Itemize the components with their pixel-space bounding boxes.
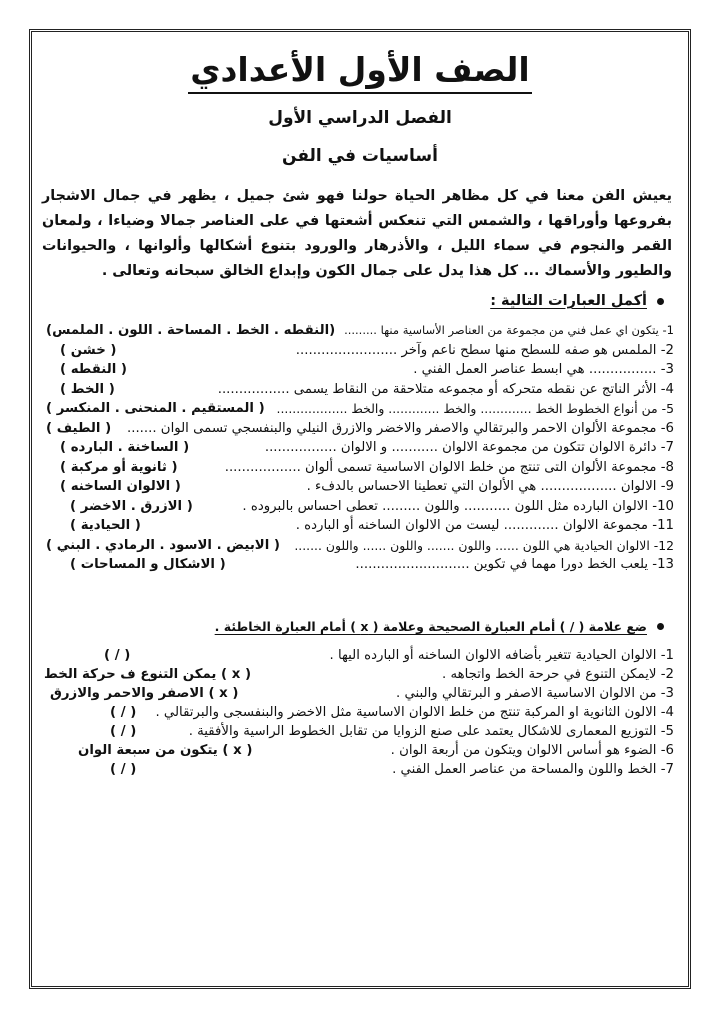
- worksheet-page: [36, 36, 684, 982]
- question-text: 3- ................ هي ابسط عناصر العمل الفني .: [413, 362, 674, 377]
- question-text: 4- الأثر الناتج عن نقطه متحركه أو مجموعه متلاحقة من النقاط يسمى .................: [217, 381, 674, 397]
- list-item: [40, 684, 674, 703]
- grade-title: [36, 50, 684, 94]
- intro-paragraph: يعيش الفن معنا في كل مظاهر الحياة حولنا فهو شئ جميل ، يظهر في جمال الاشجار بفروعها وأوراقها ، والشمس التي تنعكس أشعتها في على العناصر جمالا وضياءا ، ولمعان القمر والنجوم في سماء الليل ، والأذرهار والورود بتنوع أشكالها وألوانها ، والحيوانات والطيور والأسماك ... كل هذا يدل على جمال الكون وإبداع الخالق سبحانه وتعالى .: [42, 188, 672, 279]
- list-item: [40, 458, 674, 478]
- section-heading-text: ضع علامة ( / ) أمام العبارة الصحيحة وعلامة ( x ) أمام العبارة الخاطئة .: [214, 619, 647, 634]
- statement-text: 4- الالون الثانوية او المركبة تنتج من خلط الالوان الاساسية مثل الاخضر والبنفسجى والبرتقالي .: [155, 705, 674, 720]
- truefalse-list: [40, 646, 674, 779]
- list-item: [40, 497, 674, 517]
- answer-text: ( الازرق . الاخضر ): [70, 498, 193, 514]
- answer-text: (النقطه . الخط . المساحة . اللون . الملمس): [46, 323, 336, 338]
- question-text: 8- مجموعة الألوان التى تنتج من خلط الالوان الاساسية تسمى ألوان ..................: [224, 459, 674, 475]
- list-item: [40, 555, 674, 575]
- section-heading-text: أكمل العبارات التالية :: [490, 293, 647, 309]
- list-item: [40, 438, 674, 458]
- list-item: [40, 419, 674, 439]
- list-item: [40, 665, 674, 684]
- question-text: 10- الالوان البارده مثل اللون ........... واللون ......... تعطى احساس بالبروده .: [242, 498, 674, 514]
- list-item: [40, 741, 674, 760]
- list-item: [40, 321, 674, 341]
- section-complete-heading: [490, 293, 664, 309]
- answer-mark: ( / ): [104, 648, 131, 663]
- list-item: [40, 399, 674, 419]
- answer-text: ( الحيادية ): [70, 518, 141, 533]
- question-text: 1- يتكون اي عمل فني من مجموعة من العناصر الأساسية منها .........: [344, 323, 674, 337]
- statement-text: 2- لايمكن التنوع في حرحة الخط واتجاهه .: [442, 667, 674, 682]
- answer-mark: ( x ) الاصفر والاحمر والازرق: [50, 686, 239, 701]
- statement-text: 6- الضوء هو أساس الالوان ويتكون من أربعة الوان .: [390, 743, 674, 758]
- question-text: 11- مجموعة الالوان ............. ليست من الالوان الساخنه أو البارده .: [295, 518, 674, 533]
- answer-mark: ( x ) يتكون من سبعة الوان: [78, 743, 253, 758]
- answer-text: ( المستقيم . المنحنى . المنكسر ): [46, 401, 265, 416]
- list-item: [40, 646, 674, 665]
- question-text: 5- من أنواع الخطوط الخط ............. والخط ............. والخط ..................: [276, 401, 674, 416]
- lesson-title: أساسيات في الفن: [282, 146, 438, 166]
- answer-text: ( الخط ): [60, 381, 115, 397]
- answer-text: ( خشن ): [60, 342, 117, 358]
- grade-title-text: الصف الأول الأعدادي: [188, 50, 532, 94]
- question-text: 9- الالوان .................. هي الألوان التي تعطينا الاحساس بالدفء .: [306, 479, 674, 494]
- statement-text: 3- من الالوان الاساسية الاصفر و البرتقالي والبني .: [396, 686, 674, 701]
- answer-mark: ( / ): [110, 724, 137, 739]
- term-subtitle: الفصل الدراسي الأول: [268, 108, 452, 128]
- list-item: [40, 341, 674, 361]
- answer-mark: ( / ): [110, 705, 137, 720]
- question-text: 2- الملمس هو صفه للسطح منها سطح ناعم وآخر ........................: [295, 342, 674, 358]
- list-item: [40, 760, 674, 779]
- list-item: [40, 380, 674, 400]
- answer-text: ( ثانوية أو مركبة ): [60, 459, 178, 475]
- question-text: 12- الالوان الحيادية هي اللون ...... واللون ....... واللون ...... واللون .......: [294, 537, 674, 553]
- statement-text: 1- الالوان الحيادية تتغير بأضافه الالوان الساخنه أو البارده اليها .: [329, 648, 674, 663]
- list-item: [40, 360, 674, 380]
- section-truefalse-heading: [215, 619, 664, 634]
- answer-text: ( الساخنة . البارده ): [60, 440, 190, 455]
- answer-text: ( الاشكال و المساحات ): [70, 557, 226, 572]
- answer-mark: ( / ): [110, 762, 137, 777]
- answer-text: ( النقطه ): [60, 362, 127, 377]
- complete-list: [40, 321, 674, 575]
- bullet-icon: [657, 298, 664, 305]
- question-text: 6- مجموعة الألوان الاحمر والبرتقالي والاصفر والاخضر والازرق النيلي والبنفسجي تسمى الوان .......: [126, 420, 674, 436]
- list-item: [40, 516, 674, 536]
- list-item: [40, 477, 674, 497]
- answer-text: ( الالوان الساخنه ): [60, 479, 181, 494]
- list-item: [40, 703, 674, 722]
- list-item: [40, 722, 674, 741]
- statement-text: 7- الخط واللون والمساحة من عناصر العمل الفني .: [392, 762, 674, 777]
- answer-mark: ( x ) يمكن التنوع ف حركة الخط: [44, 667, 252, 682]
- question-text: 13- يلعب الخط دورا مهما في تكوين ...........................: [355, 557, 674, 572]
- list-item: [40, 536, 674, 556]
- bullet-icon: [657, 623, 664, 630]
- statement-text: 5- التوزيع المعمارى للاشكال يعتمد على صنع الزوايا من تقابل الخطوط الراسية والأفقية .: [188, 724, 674, 739]
- answer-text: ( الطيف ): [46, 420, 112, 436]
- question-text: 7- دائرة الالوان تتكون من مجموعة الالوان ........... و الالوان .................: [264, 440, 674, 455]
- answer-text: ( الابيض . الاسود . الرمادي . البني ): [46, 537, 280, 553]
